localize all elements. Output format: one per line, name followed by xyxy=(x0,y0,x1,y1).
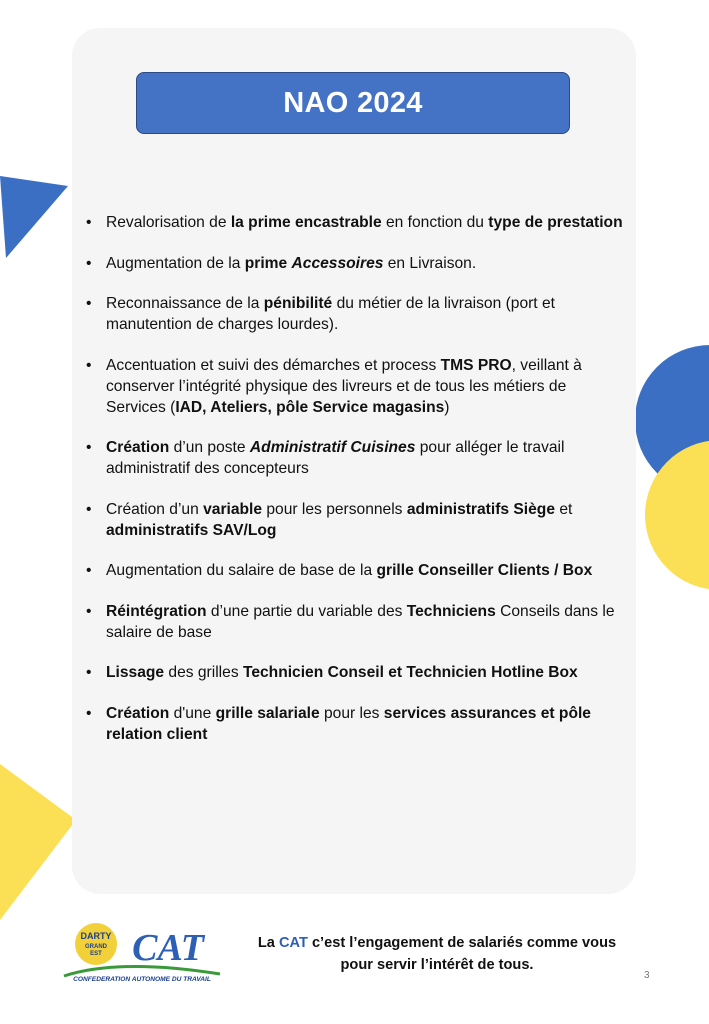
logo-darty: DARTY xyxy=(80,931,112,941)
logo-tagline: CONFEDERATION AUTONOME DU TRAVAIL xyxy=(73,976,211,983)
list-item xyxy=(86,437,626,479)
item-text: d’un poste xyxy=(169,439,250,456)
bullet-icon: • xyxy=(86,704,92,722)
item-text: variable xyxy=(203,500,263,518)
item-text: Techniciens xyxy=(406,602,496,620)
bullet-icon: • xyxy=(86,295,92,312)
item-text: du métier de la livraison (port et manutention de charges lourdes). xyxy=(106,295,555,333)
item-text: pénibilité xyxy=(263,295,333,312)
bullet-icon: • xyxy=(86,356,92,374)
item-text: Lissage xyxy=(106,664,165,681)
list-item xyxy=(86,212,626,233)
item-text: Accentuation et suivi des démarches et process xyxy=(106,356,441,374)
item-text: d'une xyxy=(169,704,216,722)
footer-line-1: La CAT c’est l’engagement de salariés comme vous xyxy=(257,935,617,951)
item-text: Administratif Cuisines xyxy=(249,439,416,456)
bullet-icon: • xyxy=(86,562,92,579)
bullet-icon: • xyxy=(86,500,92,518)
item-text: d’une partie du variable des xyxy=(206,602,407,620)
item-text: Accessoires xyxy=(291,254,384,272)
item-text: et xyxy=(555,500,573,518)
footer-line-2: pour servir l’intérêt de tous. xyxy=(340,957,534,973)
item-text: Création xyxy=(106,439,170,456)
item-text: type de prestation xyxy=(488,214,623,231)
item-text: pour alléger le travail administratif des concepteurs xyxy=(106,439,565,477)
item-text: en Livraison. xyxy=(383,254,477,272)
item-text: Reconnaissance de la xyxy=(106,295,264,312)
list-item xyxy=(86,560,626,581)
item-text: Technicien Conseil et Technicien Hotline Box xyxy=(242,664,578,681)
bullet-icon: • xyxy=(86,664,92,681)
list-item xyxy=(86,601,626,643)
list-item xyxy=(86,253,626,274)
title-banner xyxy=(136,72,570,134)
item-text: , veillant à conserver l’intégrité physique des livreurs et de tous les métiers de Services ( xyxy=(106,356,582,416)
item-text: prime xyxy=(244,254,292,272)
page-title: NAO 2024 xyxy=(283,86,423,119)
list-item xyxy=(86,355,626,418)
item-text: Augmentation du salaire de base de la xyxy=(106,562,377,579)
item-text: Création xyxy=(106,704,170,722)
item-text: Création d’un xyxy=(106,500,204,518)
item-text: pour les personnels xyxy=(262,500,407,518)
logo-cat: CAT xyxy=(132,927,204,969)
footer-slogan xyxy=(232,932,642,976)
item-text: des grilles xyxy=(164,664,243,681)
bullet-icon: • xyxy=(86,439,92,456)
item-text: services assurances et pôle relation client xyxy=(106,704,591,743)
bullet-icon: • xyxy=(86,602,92,620)
item-text: Revalorisation de xyxy=(106,214,231,231)
list-item xyxy=(86,703,626,745)
cat-logo xyxy=(60,918,225,988)
item-text: pour les xyxy=(319,704,384,722)
item-text: la prime encastrable xyxy=(230,214,382,231)
item-text: administratifs SAV/Log xyxy=(106,521,277,539)
item-text: ) xyxy=(444,398,450,416)
item-text: IAD, Ateliers, pôle Service magasins xyxy=(175,398,445,416)
list-item xyxy=(86,293,626,335)
item-text: grille Conseiller Clients / Box xyxy=(376,562,593,579)
item-text: en fonction du xyxy=(381,214,489,231)
item-text: Conseils dans le salaire de base xyxy=(106,602,615,641)
bullet-icon: • xyxy=(86,254,92,272)
page-number: 3 xyxy=(644,970,650,981)
decorative-blue-triangle xyxy=(0,176,70,260)
item-text: Augmentation de la xyxy=(106,254,245,272)
item-text: Réintégration xyxy=(106,602,207,620)
item-text: TMS PRO xyxy=(440,356,512,374)
logo-grand: GRAND xyxy=(85,944,107,950)
item-text: grille salariale xyxy=(215,704,320,722)
bullet-icon: • xyxy=(86,214,92,231)
list-item xyxy=(86,662,626,683)
logo-est: EST xyxy=(90,951,102,957)
bullet-list xyxy=(86,212,626,764)
item-text: administratifs Siège xyxy=(406,500,555,518)
decorative-yellow-triangle xyxy=(0,760,80,925)
list-item xyxy=(86,499,626,541)
